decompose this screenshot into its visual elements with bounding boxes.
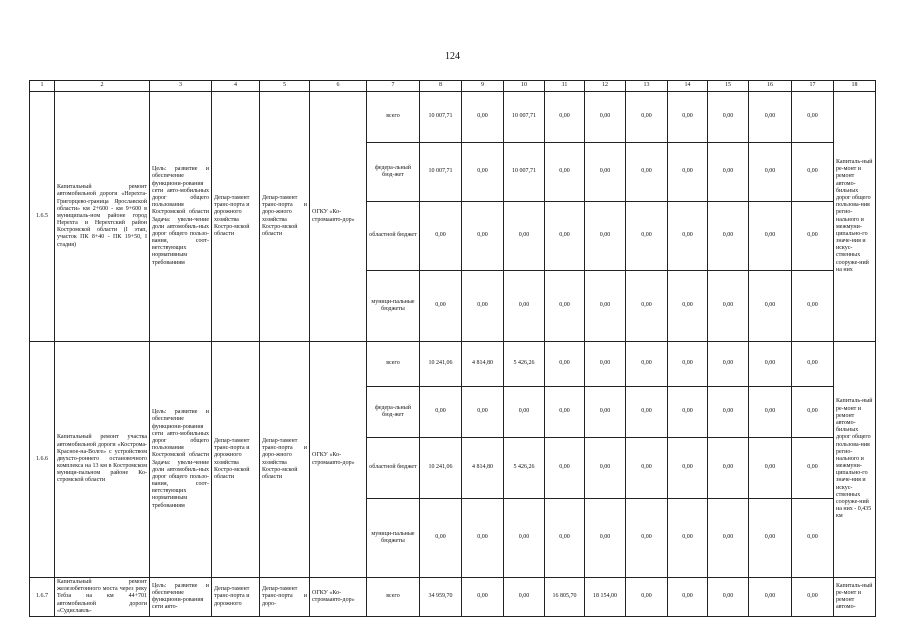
funding-value: 0,00 [545,143,585,202]
funding-value: 0,00 [792,438,834,499]
funding-value: 0,00 [792,578,834,617]
funding-value: 10 241,06 [420,438,462,499]
funding-value: 0,00 [545,271,585,342]
funding-value: 0,00 [749,342,792,387]
executor-cell: Депар-тамент транс-порта и дорожного хозяйства Костро-мской области [212,92,260,342]
funding-value: 0,00 [792,499,834,578]
funding-value: 16 805,70 [545,578,585,617]
funding-value: 0,00 [545,438,585,499]
funding-value: 0,00 [668,387,708,438]
column-number-header: 1 [30,81,55,92]
funding-value: 0,00 [504,387,545,438]
funding-value: 0,00 [504,499,545,578]
funding-value: 0,00 [504,578,545,617]
activity-number: 1.6.5 [30,92,55,342]
funding-value: 0,00 [708,202,749,271]
funding-value: 0,00 [749,143,792,202]
funding-value: 5 426,26 [504,438,545,499]
funding-value: 0,00 [626,92,668,143]
funding-value: 0,00 [668,438,708,499]
funding-value: 0,00 [668,342,708,387]
column-number-header: 16 [749,81,792,92]
funding-source: федера-льный бюд-жет [367,387,420,438]
funding-value: 0,00 [749,92,792,143]
funding-value: 0,00 [792,202,834,271]
executor-cell: Депар-тамент транс-порта и дорожного хозяйства Костро-мской области [212,342,260,578]
funding-value: 0,00 [462,92,504,143]
funding-value: 0,00 [462,578,504,617]
funding-value: 0,00 [749,499,792,578]
funding-value: 10 007,71 [504,143,545,202]
column-number-header: 11 [545,81,585,92]
funding-value: 0,00 [585,387,626,438]
funding-value: 0,00 [585,143,626,202]
table-row [30,342,876,387]
expected-result: Капиталь-ный ре-монт и ремонт автомо-бильных дорог общего пользова-ния регио-нального и межмуни-ципально-го значе-ния и искус-ственных сооруже-ний на них [834,92,876,342]
funding-value: 0,00 [462,143,504,202]
funding-value: 0,00 [626,387,668,438]
co-executor-cell: Депар-тамент транс-порта и доро- [260,578,310,617]
funding-source: всего [367,92,420,143]
funding-value: 0,00 [792,342,834,387]
column-number-header: 15 [708,81,749,92]
funding-value: 5 426,26 [504,342,545,387]
column-number-header: 14 [668,81,708,92]
funding-value: 0,00 [708,342,749,387]
funding-value: 0,00 [420,387,462,438]
column-number-header: 10 [504,81,545,92]
funding-value: 10 007,71 [504,92,545,143]
funding-value: 0,00 [749,578,792,617]
column-number-header: 6 [310,81,367,92]
funding-value: 10 007,71 [420,92,462,143]
column-number-header: 17 [792,81,834,92]
funding-value: 0,00 [708,271,749,342]
funding-value: 0,00 [420,202,462,271]
funding-value: 0,00 [545,202,585,271]
funding-value: 0,00 [749,202,792,271]
column-number-header: 12 [585,81,626,92]
funding-value: 0,00 [545,92,585,143]
page-number: 124 [445,51,460,62]
activity-name: Капитальный ремонт участка автомобильной дороги «Кострома-Красное-на-Волге» с устройством двухсто-роннего остановочного комплекса на 13 км в Костромском муници-пальном районе Ко-стромской области [55,342,150,578]
table-row [30,578,876,617]
funding-source: муници-пальные бюджеты [367,271,420,342]
funding-value: 0,00 [545,342,585,387]
activity-number: 1.6.7 [30,578,55,617]
funding-value: 0,00 [504,202,545,271]
funding-value: 0,00 [626,143,668,202]
funding-value: 0,00 [626,578,668,617]
funding-source: областной бюджет [367,438,420,499]
funding-value: 0,00 [626,438,668,499]
co-executor-cell: Депар-тамент транс-порта и доро-жного хозяйства Костро-мской области [260,342,310,578]
funding-value: 0,00 [668,271,708,342]
column-number-header: 9 [462,81,504,92]
funding-value: 0,00 [749,271,792,342]
funding-value: 0,00 [420,271,462,342]
funding-value: 0,00 [708,578,749,617]
funding-value: 10 007,71 [420,143,462,202]
column-number-header: 13 [626,81,668,92]
funding-value: 0,00 [792,271,834,342]
goal-task-cell: Цель: развитие и обеспечение функциони-рования сети авто- [150,578,212,617]
responsible-cell: ОГКУ «Ко-стромаавто-дор» [310,342,367,578]
column-number-header: 2 [55,81,150,92]
funding-value: 0,00 [545,499,585,578]
column-number-header: 5 [260,81,310,92]
column-number-header: 8 [420,81,462,92]
column-number-row [30,81,876,92]
funding-value: 0,00 [792,387,834,438]
funding-value: 4 814,80 [462,438,504,499]
funding-value: 0,00 [504,271,545,342]
funding-value: 18 154,00 [585,578,626,617]
funding-value: 0,00 [626,271,668,342]
funding-value: 0,00 [668,202,708,271]
funding-source: федера-льный бюд-жет [367,143,420,202]
funding-value: 0,00 [462,387,504,438]
responsible-cell: ОГКУ «Ко-стромаавто-дор» [310,578,367,617]
funding-value: 0,00 [668,143,708,202]
funding-value: 0,00 [626,202,668,271]
executor-cell: Депар-тамент транс-порта и дорожного [212,578,260,617]
funding-value: 0,00 [792,92,834,143]
funding-value: 0,00 [585,438,626,499]
funding-value: 0,00 [585,342,626,387]
funding-value: 0,00 [708,499,749,578]
funding-source: муници-пальные бюджеты [367,499,420,578]
funding-value: 0,00 [585,271,626,342]
funding-value: 0,00 [708,387,749,438]
funding-value: 0,00 [708,438,749,499]
funding-value: 0,00 [749,387,792,438]
funding-value: 34 959,70 [420,578,462,617]
expected-result: Капиталь-ный ре-монт и ремонт автомо- [834,578,876,617]
funding-value: 0,00 [792,143,834,202]
table-row [30,92,876,143]
goal-task-cell: Цель: развитие и обеспечение функциони-рования сети авто-мобильных дорог общего пользования Костромской области Задача: увели-чение доли автомобиль-ных дорог общего пользо-вания, соот-ветствующих нормативным требованиям [150,342,212,578]
funding-value: 0,00 [668,499,708,578]
activity-name: Капитальный ремонт железобетонного моста через реку Тебза на км 44+701 автомобильной дороги «Судиславль- [55,578,150,617]
funding-value: 0,00 [626,342,668,387]
funding-value: 0,00 [585,202,626,271]
funding-value: 0,00 [585,92,626,143]
funding-value: 10 241,06 [420,342,462,387]
funding-value: 0,00 [462,271,504,342]
funding-value: 0,00 [545,387,585,438]
funding-value: 0,00 [585,499,626,578]
funding-value: 0,00 [420,499,462,578]
funding-value: 0,00 [462,499,504,578]
responsible-cell: ОГКУ «Ко-стромаавто-дор» [310,92,367,342]
funding-value: 0,00 [462,202,504,271]
funding-value: 0,00 [626,499,668,578]
funding-source: всего [367,578,420,617]
co-executor-cell: Депар-тамент транс-порта и доро-жного хозяйства Костро-мской области [260,92,310,342]
funding-value: 4 814,80 [462,342,504,387]
column-number-header: 7 [367,81,420,92]
column-number-header: 4 [212,81,260,92]
activity-name: Капитальный ремонт автомобильной дороги «Нерехта-Григорцево-граница Ярославской области» км 2+600 - км 9+600 в муниципаль-ном районе город Нерехта и Нерехтский район Костромской области (I этап, участок ПК 8+40 - ПК 19+50, I стадия) [55,92,150,342]
column-number-header: 18 [834,81,876,92]
funding-value: 0,00 [708,92,749,143]
funding-value: 0,00 [749,438,792,499]
program-activities-table [29,80,876,617]
funding-source: всего [367,342,420,387]
expected-result: Капиталь-ный ре-монт и ремонт автомо-бильных дорог общего пользова-ния регио-нального и межмуни-ципально-го значе-ния и искус-ственных сооруже-ний на них - 0,435 км [834,342,876,578]
activity-number: 1.6.6 [30,342,55,578]
goal-task-cell: Цель: развитие и обеспечение функциони-рования сети авто-мобильных дорог общего пользования Костромской области Задача: увели-чение доли автомобиль-ных дорог общего пользо-вания, соот-ветствующих нормативным требованиям [150,92,212,342]
funding-value: 0,00 [668,578,708,617]
funding-source: областной бюджет [367,202,420,271]
funding-value: 0,00 [668,92,708,143]
column-number-header: 3 [150,81,212,92]
funding-value: 0,00 [708,143,749,202]
